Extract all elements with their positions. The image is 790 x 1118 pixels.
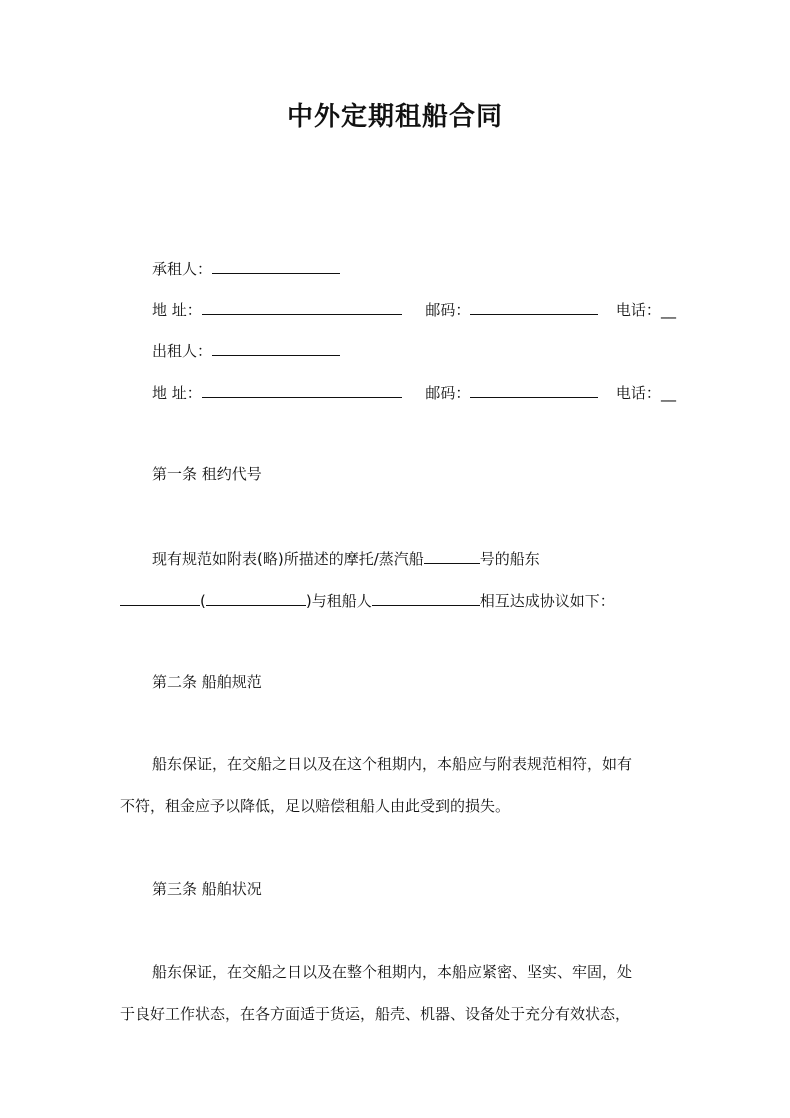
charterer-line [152, 258, 340, 279]
address-blank [202, 382, 402, 398]
address-label: 地 址： [152, 384, 202, 402]
charterer-label: 承租人： [152, 260, 213, 278]
article1-heading: 第一条 租约代号 [152, 465, 262, 483]
document-title: 中外定期租船合同 [286, 102, 503, 132]
owner-blank [212, 340, 340, 356]
postcode-blank [470, 382, 598, 398]
address-label: 地 址： [152, 301, 202, 319]
phone-label: 电话： [615, 301, 661, 319]
owner-line [152, 340, 340, 361]
charterer-address-line [152, 299, 676, 320]
owner-label: 出租人： [152, 342, 213, 360]
postcode-label: 邮码： [425, 301, 471, 319]
owner-alias-blank [206, 590, 306, 606]
owner-address-line [152, 382, 676, 403]
vessel-number-blank [424, 548, 480, 564]
article3-line1: 船东保证，在交船之日以及在整个租期内，本船应紧密、坚实、牢固，处 [152, 963, 633, 981]
charterer-blank [212, 258, 340, 274]
phone-value: __ [660, 301, 676, 319]
article1-text-d: )与租船人 [305, 592, 372, 610]
article1-text-e: 相互达成协议如下： [479, 592, 615, 610]
article2-heading: 第二条 船舶规范 [152, 673, 262, 691]
article1-line1 [152, 548, 540, 569]
address-blank [202, 299, 402, 315]
phone-label: 电话： [615, 384, 661, 402]
postcode-blank [470, 299, 598, 315]
postcode-label: 邮码： [425, 384, 471, 402]
article1-text-a: 现有规范如附表(略)所描述的摩托/蒸汽船 [152, 550, 424, 568]
owner-name-blank [120, 590, 200, 606]
article3-line2: 于良好工作状态，在各方面适于货运，船壳、机器、设备处于充分有效状态， [120, 1005, 631, 1023]
phone-value: __ [660, 384, 676, 402]
article2-line2: 不符，租金应予以降低，足以赔偿租船人由此受到的损失。 [120, 797, 511, 815]
article1-line2 [120, 590, 615, 611]
article1-text-b: 号的船东 [479, 550, 540, 568]
charterer-name-blank [372, 590, 480, 606]
article1-text-c: ( [200, 592, 206, 610]
article3-heading: 第三条 船舶状况 [152, 880, 262, 898]
article2-line1: 船东保证，在交船之日以及在这个租期内，本船应与附表规范相符，如有 [152, 755, 633, 773]
